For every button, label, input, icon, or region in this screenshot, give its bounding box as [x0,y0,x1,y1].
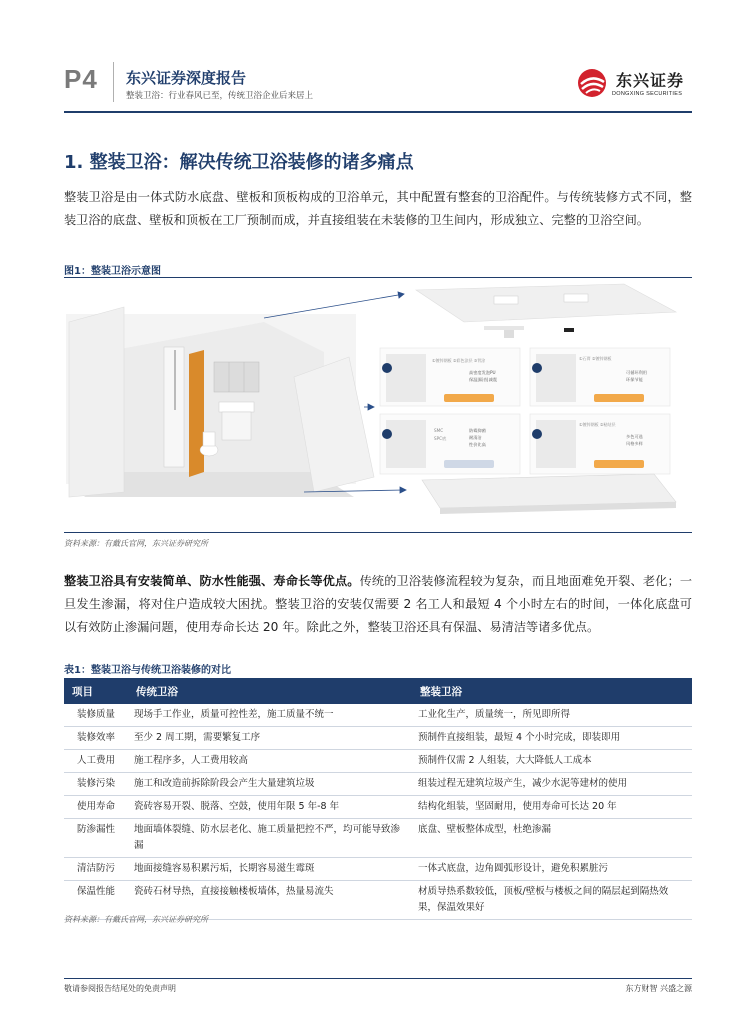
panel-3 [380,414,520,474]
row-label: 使用寿命 [64,796,128,819]
logo-english: DONGXING SECURITIES [612,91,683,97]
integrated-cell: 工业化生产，质量统一，所见即所得 [412,704,692,727]
row-label: 装修质量 [64,704,128,727]
bathroom-diagram [64,282,692,530]
integrated-cell: 结构化组装，坚固耐用，使用寿命可长达 20 年 [412,796,692,819]
table-row [64,796,692,819]
traditional-cell: 施工程序多，人工费用较高 [128,750,412,773]
bathroom-render [66,307,374,497]
header-integrated: 整装卫浴 [412,678,692,704]
figure-bottom-rule [64,532,692,533]
traditional-cell: 瓷砖容易开裂、脱落、空鼓，使用年限 5 年-8 年 [128,796,412,819]
integrated-cell: 预制件直接组装，最短 4 个小时完成，即装即用 [412,727,692,750]
table-row [64,704,692,727]
svg-text:耐清洁: 耐清洁 [469,435,482,440]
figure-source: 资料来源：有戴氏官网，东兴证券研究所 [64,539,208,548]
table-row [64,750,692,773]
traditional-cell: 地面接缝容易积累污垢，长期容易滋生霉斑 [128,858,412,881]
table-row [64,727,692,750]
footer-disclaimer: 敬请参阅报告结尾处的免责声明 [64,984,176,993]
integrated-cell: 材质导热系数较低，顶板/壁板与楼板之间的隔层起到隔热效果，保温效果好 [412,881,692,920]
table-caption: 表1：整装卫浴与传统卫浴装修的对比 [64,665,231,676]
svg-text:可循环利用: 可循环利用 [626,370,647,375]
row-label: 防渗漏性 [64,819,128,858]
svg-text:①石膏 ②镀锌钢板: ①石膏 ②镀锌钢板 [579,356,612,361]
ceiling-panel [416,284,676,338]
floor-tray [422,474,676,514]
section-title: 1. 整装卫浴：解决传统卫浴装修的诸多痛点 [64,152,414,173]
logo-text: 东兴证券 [616,71,685,90]
svg-text:性价比高: 性价比高 [469,442,486,447]
figure-top-rule [64,277,692,278]
svg-text:风格多样: 风格多样 [626,441,643,446]
integrated-cell: 一体式底盘，边角圆弧形设计，避免积累脏污 [412,858,692,881]
row-label: 装修污染 [64,773,128,796]
table-row [64,773,692,796]
advantages-lead: 整装卫浴具有安装简单、防水性能强、寿命长等优点。 [64,574,360,588]
comparison-table [64,678,692,920]
report-subtitle: 整装卫浴：行业春风已至，传统卫浴企业后来居上 [126,91,314,101]
header-traditional: 传统卫浴 [128,678,412,704]
header-rule [64,111,692,113]
integrated-cell: 预制件仅需 2 人组装，大大降低人工成本 [412,750,692,773]
row-label: 人工费用 [64,750,128,773]
row-label: 装修效率 [64,727,128,750]
svg-text:SMC: SMC [434,428,444,433]
integrated-cell: 组装过程无建筑垃圾产生，减少水泥等建材的使用 [412,773,692,796]
traditional-cell: 瓷砖石材导热，直接接触楼板墙体，热量易流失 [128,881,412,920]
panel-1 [380,348,520,406]
table-row [64,819,692,858]
header-separator [113,62,114,102]
svg-text:①镀锌钢板 ②彩色涂层 ③背涂: ①镀锌钢板 ②彩色涂层 ③背涂 [432,358,486,363]
svg-text:保温|隔音|减震: 保温|隔音|减震 [469,377,497,382]
footer-slogan: 东方财智 兴盛之源 [625,984,692,993]
svg-text:①镀锌钢板 ②粘结层: ①镀锌钢板 ②粘结层 [579,422,616,427]
table-source: 资料来源：有戴氏官网，东兴证券研究所 [64,915,208,924]
svg-text:多色可选: 多色可选 [626,434,643,439]
svg-text:高密度发泡PU: 高密度发泡PU [469,370,496,375]
table-row [64,858,692,881]
panel-2 [530,348,670,406]
report-title: 东兴证券深度报告 [126,69,247,87]
traditional-cell: 施工和改造前拆除阶段会产生大量建筑垃圾 [128,773,412,796]
integrated-cell: 底盘、壁板整体成型，杜绝渗漏 [412,819,692,858]
traditional-cell: 至少 2 周工期，需要繁复工序 [128,727,412,750]
figure-caption: 图1：整装卫浴示意图 [64,266,161,277]
header-item: 项目 [64,678,128,704]
table-header-row [64,678,692,704]
traditional-cell: 地面墙体裂缝、防水层老化、施工质量把控不严，均可能导致渗漏 [128,819,412,858]
row-label: 清洁防污 [64,858,128,881]
page-number: P4 [64,64,98,94]
intro-paragraph: 整装卫浴是由一体式防水底盘、壁板和顶板构成的卫浴单元，其中配置有整套的卫浴配件。与传统装修方式不同，整装卫浴的底盘、壁板和顶板在工厂预制而成，并直接组装在未装修的卫生间内，形成独立、完整的卫浴空间。 [64,190,692,227]
advantages-body: 传统的卫浴装修流程较为复杂，而且地面难免开裂、老化；一旦发生渗漏，将对住户造成较大困扰。整装卫浴的安装仅需要 2 名工人和最短 4 个小时左右的时间，一体化底盘可以有效防止渗漏问题，使用寿命长达 20 年。除此之外，整装卫浴还具有保温、易清洁等诸多优点。 [64,574,693,634]
panel-4 [530,414,670,474]
svg-text:防霉抑菌: 防霉抑菌 [469,428,486,433]
footer-rule [64,978,692,979]
svg-text:SPC底: SPC底 [434,436,447,441]
advantages-paragraph [64,570,692,639]
row-label: 保温性能 [64,881,128,920]
traditional-cell: 现场手工作业，质量可控性差，施工质量不统一 [128,704,412,727]
svg-text:环保节能: 环保节能 [626,377,643,382]
